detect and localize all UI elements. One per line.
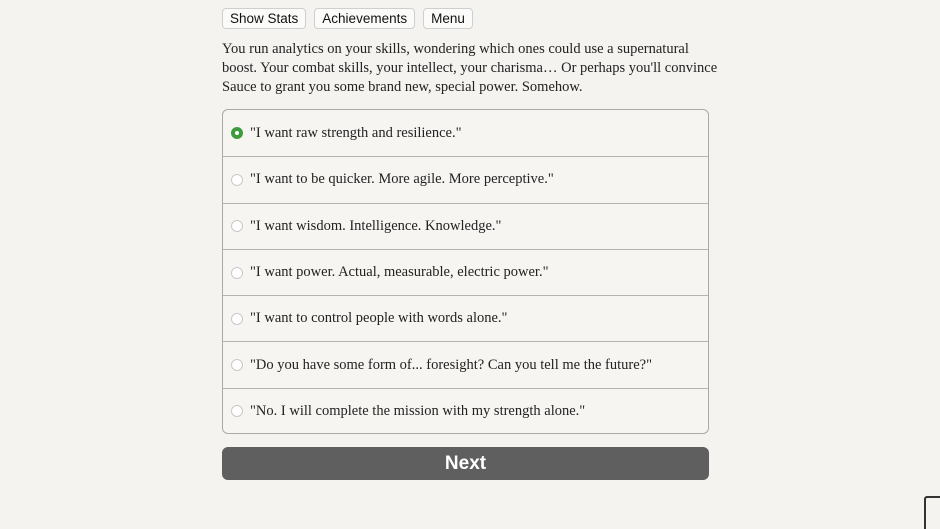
choice-label: "Do you have some form of... foresight? Can you tell me the future?" [250,356,653,373]
choice-list [222,109,709,434]
choice-option[interactable] [223,203,708,249]
show-stats-button[interactable]: Show Stats [222,8,306,29]
choice-option[interactable] [223,249,708,295]
radio-button-icon[interactable] [231,220,243,232]
radio-button-icon[interactable] [231,174,243,186]
choice-option[interactable] [223,388,708,434]
menu-button[interactable]: Menu [423,8,473,29]
radio-button-icon[interactable] [231,405,243,417]
radio-button-icon[interactable] [231,313,243,325]
choice-label: "I want to be quicker. More agile. More perceptive." [250,171,554,188]
story-prompt: You run analytics on your skills, wondering which ones could use a supernatural boost. Your combat skills, your intellect, your charisma… Or perhaps you'll convince Sauce to grant you some brand new, special power. Somehow. [222,41,718,95]
top-toolbar [222,8,473,29]
radio-button-icon[interactable] [231,267,243,279]
choice-label: "I want raw strength and resilience." [250,124,462,141]
achievements-button[interactable]: Achievements [314,8,415,29]
choice-option[interactable] [223,156,708,202]
radio-button-icon[interactable] [231,359,243,371]
choice-option[interactable] [223,110,708,156]
choice-option[interactable] [223,341,708,387]
choice-option[interactable] [223,295,708,341]
choice-label: "I want to control people with words alone." [250,310,508,327]
scrollbar-corner[interactable] [924,496,940,529]
choice-label: "I want power. Actual, measurable, electric power." [250,264,549,281]
choice-label: "I want wisdom. Intelligence. Knowledge." [250,217,502,234]
radio-button-icon[interactable] [231,127,243,139]
choice-label: "No. I will complete the mission with my strength alone." [250,402,586,419]
next-button[interactable]: Next [222,447,709,480]
